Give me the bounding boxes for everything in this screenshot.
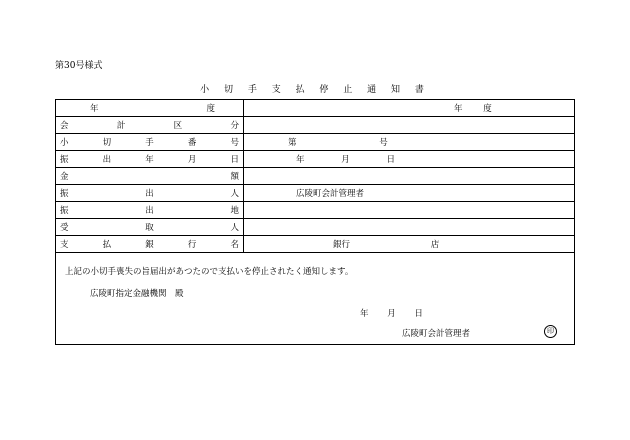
label-char: 振	[60, 189, 69, 199]
label-char: 年	[145, 155, 154, 165]
value-part: 広陵町会計管理者	[296, 189, 365, 199]
label-char: 区	[173, 121, 183, 131]
label-char: 金	[60, 172, 69, 182]
value-fiscal-year[interactable]	[244, 100, 575, 117]
value-paying-bank[interactable]	[244, 236, 575, 253]
row-paying-bank	[56, 236, 575, 253]
label-char: 会	[60, 121, 69, 131]
value-place-of-issue[interactable]	[244, 202, 575, 219]
value-account-category[interactable]	[244, 117, 575, 134]
value-drawer[interactable]	[244, 185, 575, 202]
row-amount	[56, 168, 575, 185]
value-part: 度	[483, 104, 492, 114]
row-fiscal-year	[56, 100, 575, 117]
row-payee	[56, 219, 575, 236]
row-issue-date	[56, 151, 575, 168]
label-char: 振	[60, 206, 69, 216]
seal-stamp: 印	[544, 325, 557, 338]
value-amount[interactable]	[244, 168, 575, 185]
label-char: 出	[145, 189, 154, 199]
label-char: 日	[230, 155, 239, 165]
value-part: 号	[379, 138, 388, 148]
form-number: 第30号様式	[55, 61, 103, 71]
label-char: 分	[230, 121, 239, 131]
value-part: 日	[386, 155, 395, 165]
notice-text: 上記の小切手喪失の旨届出があつたので支払いを停止されたく通知します。	[65, 267, 354, 277]
label-char: 名	[230, 240, 239, 250]
label-char: 銀	[145, 240, 154, 250]
label-char: 出	[102, 155, 112, 165]
value-payee[interactable]	[244, 219, 575, 236]
row-place-of-issue	[56, 202, 575, 219]
date-line[interactable]: 年 月 日	[360, 309, 423, 319]
label-char: 手	[145, 138, 154, 148]
label-char: 受	[60, 223, 69, 233]
label-char: 小	[60, 138, 69, 148]
document-title: 小 切 手 支 払 停 止 通 知 書	[200, 85, 430, 95]
label-char: 人	[230, 189, 239, 199]
label-char: 月	[187, 155, 197, 165]
value-part: 店	[430, 240, 440, 250]
row-account-category	[56, 117, 575, 134]
label-char: 額	[230, 172, 239, 182]
row-check-number	[56, 134, 575, 151]
value-part: 年	[296, 155, 305, 165]
label-char: 号	[230, 138, 239, 148]
value-part: 銀行	[333, 240, 351, 250]
label-char: 支	[60, 240, 69, 250]
value-part: 第	[288, 138, 297, 148]
label-char: 行	[187, 240, 197, 250]
label-char: 度	[206, 104, 215, 114]
value-part: 年	[454, 104, 463, 114]
notice-section	[55, 255, 575, 345]
label-char: 地	[230, 206, 239, 216]
recipient-bank: 広陵町指定金融機関 殿	[90, 289, 184, 299]
label-char: 払	[102, 240, 112, 250]
value-part: 月	[341, 155, 350, 165]
label-char: 人	[230, 223, 239, 233]
label-char: 取	[145, 223, 154, 233]
value-issue-date[interactable]	[244, 151, 575, 168]
row-drawer	[56, 185, 575, 202]
label-char: 年	[90, 104, 99, 114]
label-char: 計	[116, 121, 126, 131]
label-char: 振	[60, 155, 69, 165]
value-check-number[interactable]	[244, 134, 575, 151]
label-char: 切	[102, 138, 112, 148]
notice-form-table	[55, 99, 575, 253]
issuing-official: 広陵町会計管理者	[402, 329, 471, 339]
label-char: 番	[187, 138, 197, 148]
label-char: 出	[145, 206, 154, 216]
